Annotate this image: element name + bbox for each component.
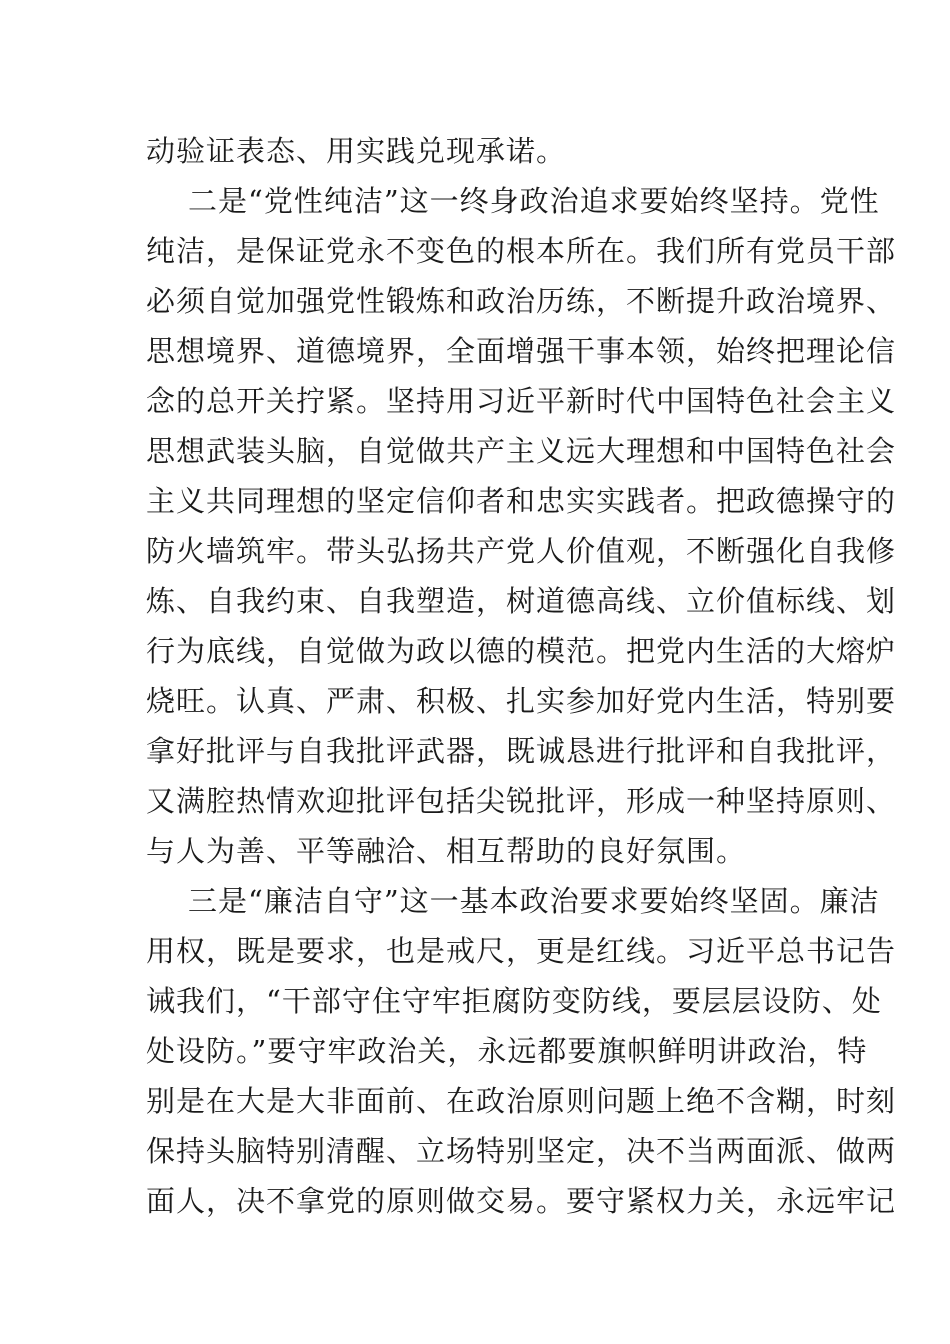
- text-line: 炼、自我约束、自我塑造，树道德高线、立价值标线、划: [146, 584, 897, 618]
- text-line: 烧旺。认真、严肃、积极、扎实参加好党内生活，特别要: [146, 684, 897, 718]
- paragraph-2-start: 二是“党性纯洁”这一终身政治追求要始终坚持。党性: [188, 184, 880, 218]
- text-line: 思想武装头脑，自觉做共产主义远大理想和中国特色社会: [146, 434, 897, 468]
- text-line: 面人，决不拿党的原则做交易。要守紧权力关，永远牢记: [146, 1184, 897, 1218]
- text-line: 纯洁，是保证党永不变色的根本所在。我们所有党员干部: [146, 234, 897, 268]
- text-line: 念的总开关拧紧。坚持用习近平新时代中国特色社会主义: [146, 384, 897, 418]
- text-line: 必须自觉加强党性锻炼和政治历练，不断提升政治境界、: [146, 284, 897, 318]
- text-line: 拿好批评与自我批评武器，既诚恳进行批评和自我批评，: [146, 734, 897, 768]
- paragraph-3-start: 三是“廉洁自守”这一基本政治要求要始终坚固。廉洁: [188, 884, 880, 918]
- text-line: 处设防。”要守牢政治关，永远都要旗帜鲜明讲政治，特: [146, 1034, 868, 1068]
- text-line: 防火墙筑牢。带头弘扬共产党人价值观，不断强化自我修: [146, 534, 897, 568]
- text-line: 又满腔热情欢迎批评包括尖锐批评，形成一种坚持原则、: [146, 784, 897, 818]
- text-line: 与人为善、平等融洽、相互帮助的良好氛围。: [146, 834, 747, 868]
- text-line: 主义共同理想的坚定信仰者和忠实实践者。把政德操守的: [146, 484, 897, 518]
- text-line: 思想境界、道德境界，全面增强干事本领，始终把理论信: [146, 334, 897, 368]
- document-body: [146, 126, 897, 1226]
- text-line: 用权，既是要求，也是戒尺，更是红线。习近平总书记告: [146, 934, 897, 968]
- text-line: 行为底线，自觉做为政以德的模范。把党内生活的大熔炉: [146, 634, 897, 668]
- text-line: 诫我们，“干部守住守牢拒腐防变防线，要层层设防、处: [146, 984, 882, 1018]
- text-line: 别是在大是大非面前、在政治原则问题上绝不含糊，时刻: [146, 1084, 897, 1118]
- text-line: 动验证表态、用实践兑现承诺。: [146, 134, 567, 168]
- text-line: 保持头脑特别清醒、立场特别坚定，决不当两面派、做两: [146, 1134, 897, 1168]
